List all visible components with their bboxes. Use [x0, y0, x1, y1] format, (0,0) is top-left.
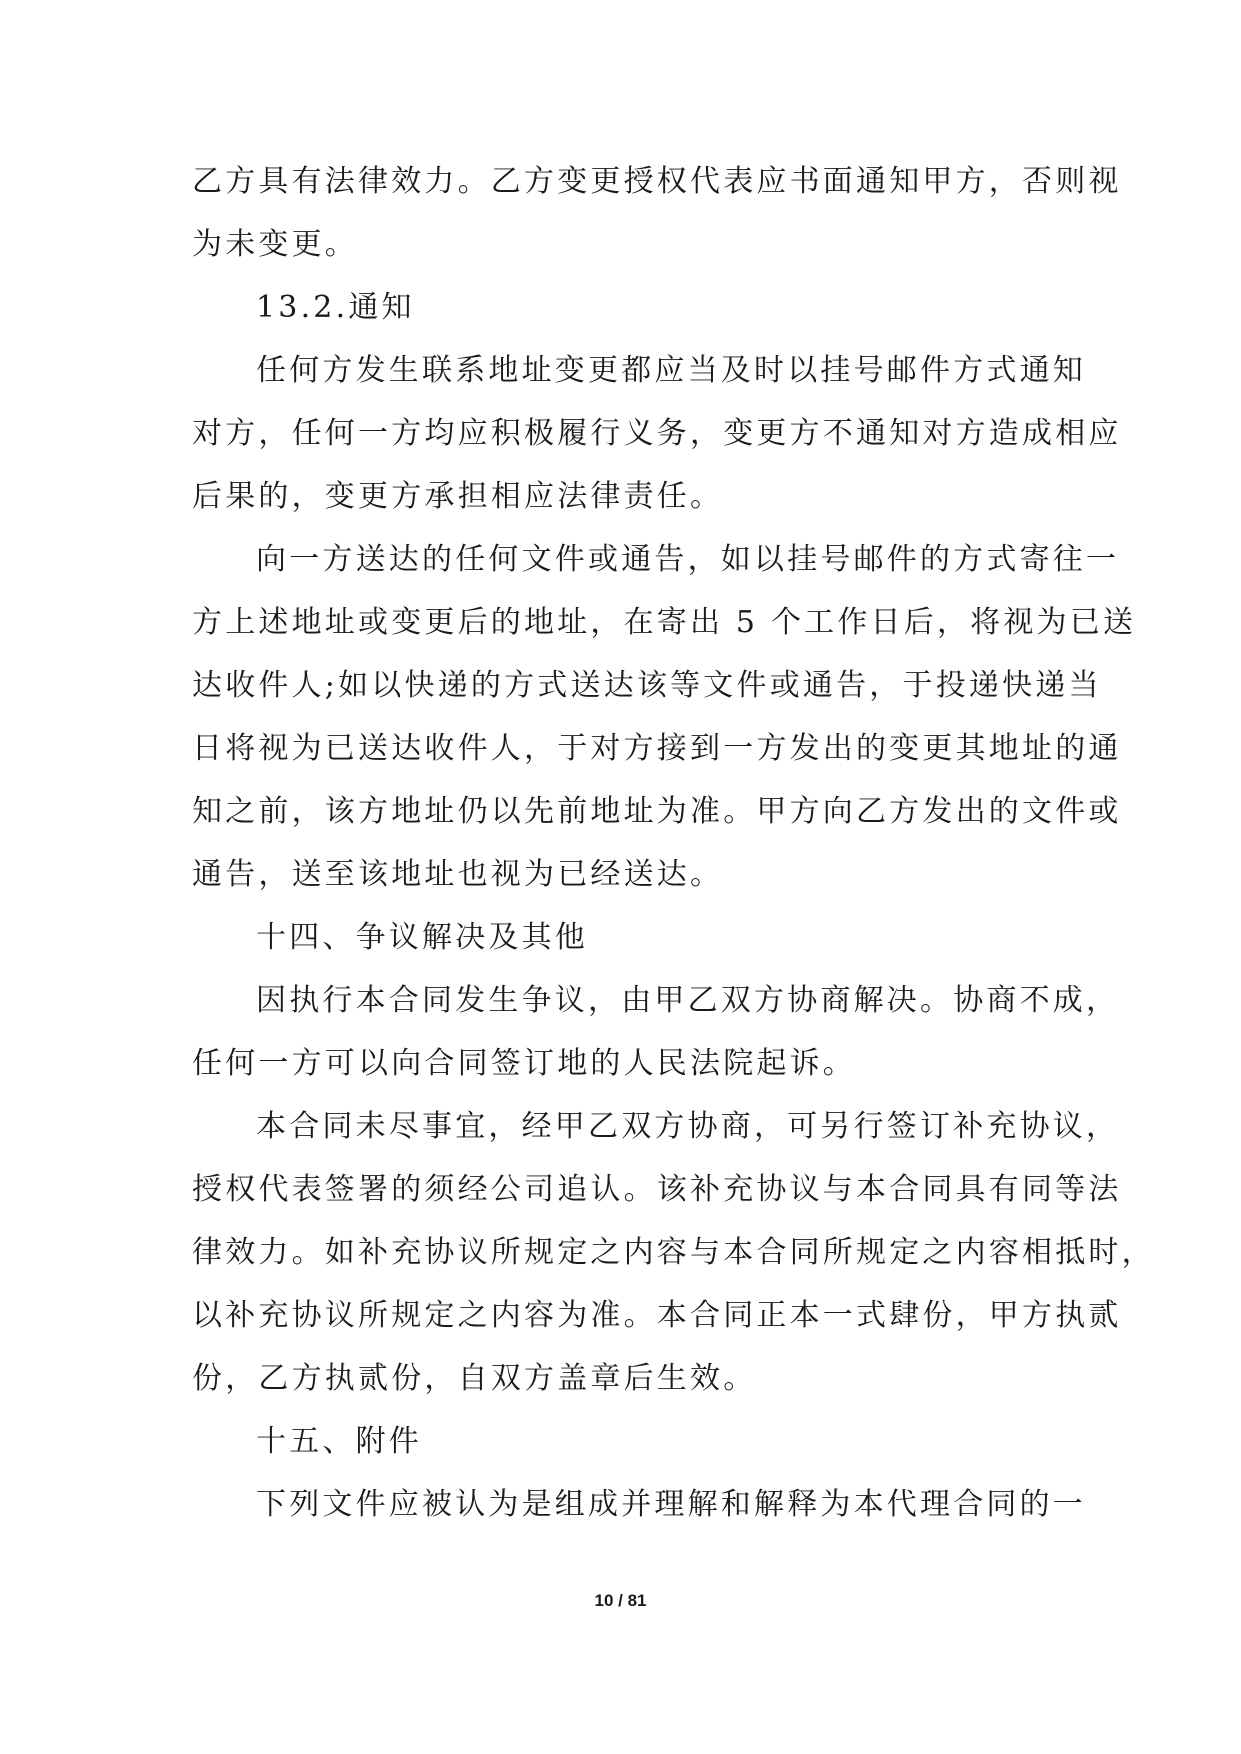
text-line: 本合同未尽事宜，经甲乙双方协商，可另行签订补充协议， — [256, 1109, 1120, 1144]
text-line: 因执行本合同发生争议，由甲乙双方协商解决。协商不成， — [256, 983, 1120, 1018]
paragraph — [192, 1473, 1086, 1536]
text-line: 份，乙方执贰份，自双方盖章后生效。 — [192, 1361, 757, 1396]
paragraph — [192, 528, 1137, 906]
paragraph — [192, 1095, 1155, 1410]
text-line: 十四、争议解决及其他 — [256, 920, 588, 955]
text-line: 十五、附件 — [256, 1424, 422, 1459]
text-line: 达收件人;如以快递的方式送达该等文件或通告，于投递快递当 — [192, 668, 1102, 703]
text-line: 后果的，变更方承担相应法律责任。 — [192, 479, 724, 514]
text-line: 向一方送达的任何文件或通告，如以挂号邮件的方式寄往一 — [256, 542, 1120, 577]
text-line: 13.2.通知 — [256, 290, 415, 325]
text-line: 任何方发生联系地址变更都应当及时以挂号邮件方式通知 — [256, 353, 1086, 388]
text-line: 为未变更。 — [192, 227, 358, 262]
paragraph — [192, 150, 1122, 276]
text-line: 授权代表签署的须经公司追认。该补充协议与本合同具有同等法 — [192, 1172, 1122, 1207]
paragraph — [192, 969, 1120, 1095]
text-line: 对方，任何一方均应积极履行义务，变更方不通知对方造成相应 — [192, 416, 1122, 451]
text-line: 方上述地址或变更后的地址，在寄出 5 个工作日后，将视为已送 — [192, 605, 1137, 640]
text-line: 以补充协议所规定之内容为准。本合同正本一式肆份，甲方执贰 — [192, 1298, 1122, 1333]
text-line: 律效力。如补充协议所规定之内容与本合同所规定之内容相抵时， — [192, 1235, 1155, 1270]
text-line: 乙方具有法律效力。乙方变更授权代表应书面通知甲方，否则视 — [192, 164, 1122, 199]
text-line: 通告，送至该地址也视为已经送达。 — [192, 857, 724, 892]
text-line: 下列文件应被认为是组成并理解和解释为本代理合同的一 — [256, 1487, 1086, 1522]
text-line: 任何一方可以向合同签订地的人民法院起诉。 — [192, 1046, 856, 1081]
document-body — [192, 150, 1155, 1536]
paragraph — [192, 339, 1122, 528]
paragraph — [192, 1410, 1062, 1473]
page-number: 10 / 81 — [594, 1591, 647, 1610]
paragraph — [192, 276, 1062, 339]
text-line: 日将视为已送达收件人，于对方接到一方发出的变更其地址的通 — [192, 731, 1122, 766]
paragraph — [192, 906, 1062, 969]
text-line: 知之前，该方地址仍以先前地址为准。甲方向乙方发出的文件或 — [192, 794, 1122, 829]
